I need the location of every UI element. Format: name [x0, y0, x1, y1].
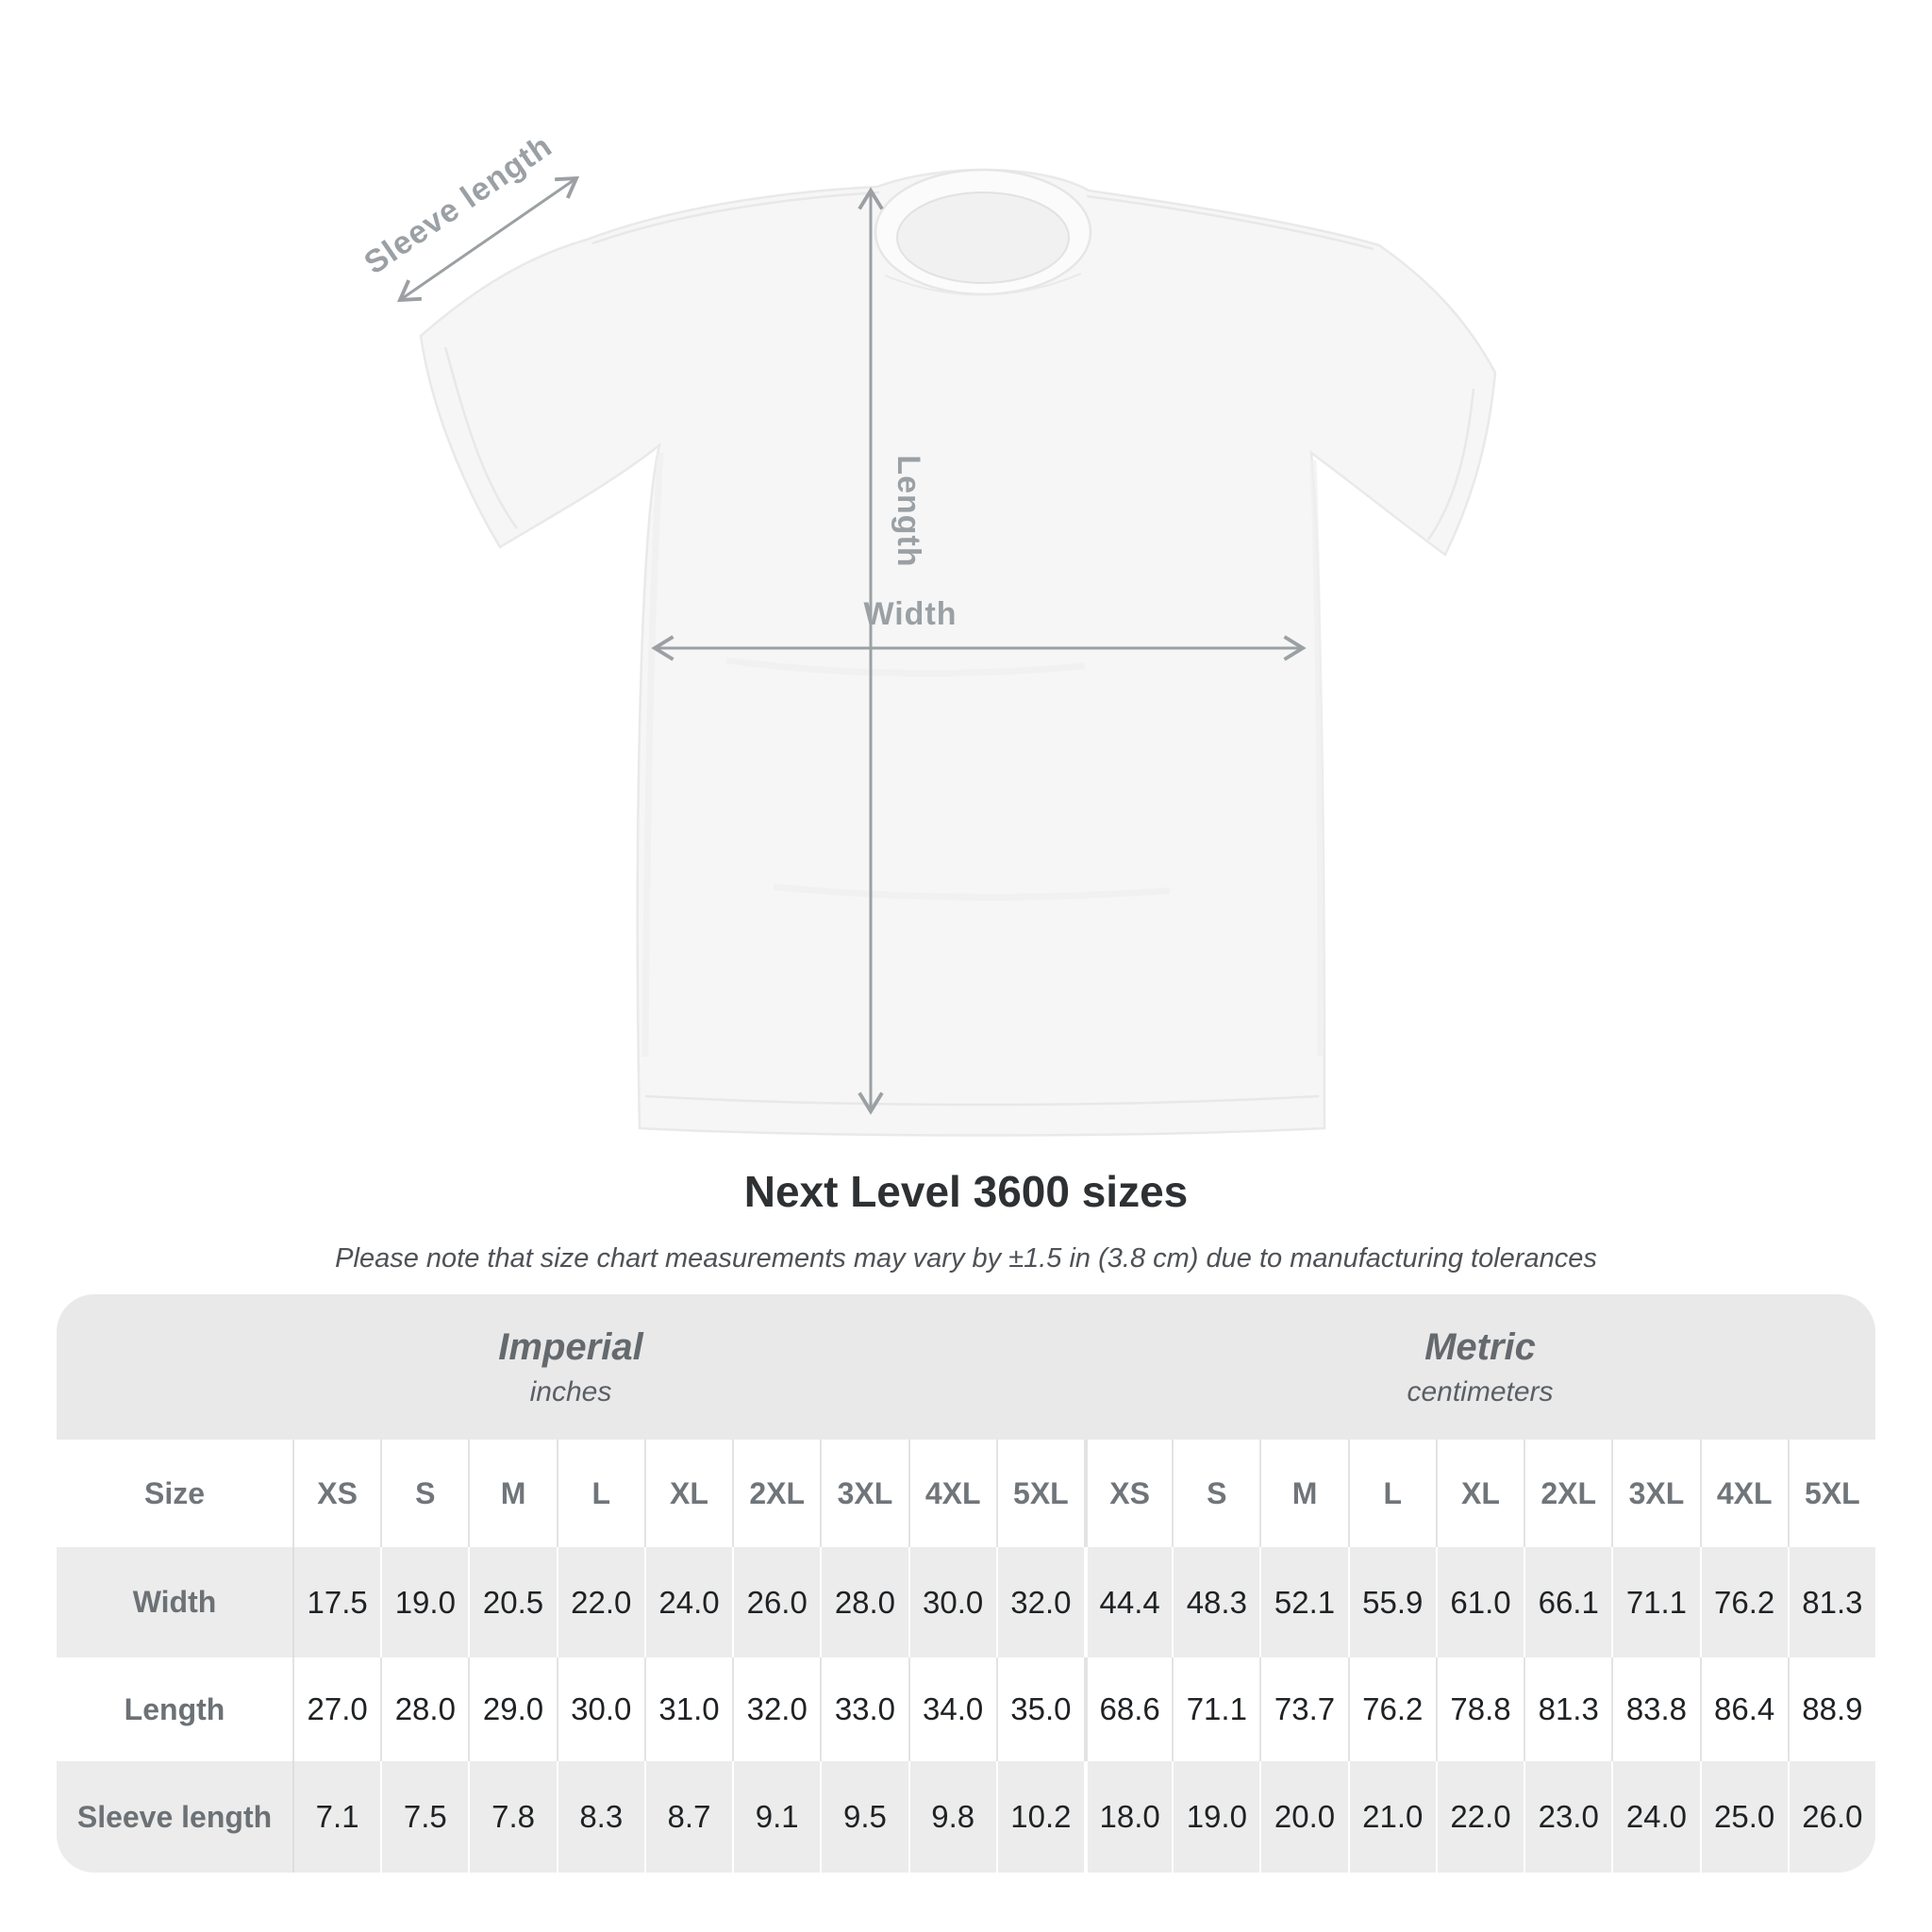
hdr-imperial-xs: XS	[292, 1440, 380, 1547]
width-cm-xs: 44.4	[1084, 1547, 1172, 1657]
width-in-xs: 17.5	[292, 1547, 380, 1657]
width-cm-xl: 61.0	[1436, 1547, 1524, 1657]
length-row	[57, 1657, 1875, 1761]
sleeve-cm-3xl: 24.0	[1611, 1761, 1699, 1873]
length-cm-3xl: 83.8	[1611, 1657, 1699, 1761]
hdr-metric-xl: XL	[1436, 1440, 1524, 1547]
hdr-metric-2xl: 2XL	[1524, 1440, 1611, 1547]
hdr-imperial-m: M	[468, 1440, 556, 1547]
length-cm-xl: 78.8	[1436, 1657, 1524, 1761]
hdr-metric-s: S	[1172, 1440, 1259, 1547]
length-label: Length	[891, 455, 926, 568]
length-in-m: 29.0	[468, 1657, 556, 1761]
sleeve-in-xs: 7.1	[292, 1761, 380, 1873]
row-label-sleeve-length: Sleeve length	[76, 1799, 273, 1834]
imperial-header	[57, 1294, 1085, 1440]
size-table	[57, 1294, 1875, 1873]
hdr-imperial-s: S	[380, 1440, 468, 1547]
width-cm-3xl: 71.1	[1611, 1547, 1699, 1657]
width-in-l: 22.0	[557, 1547, 644, 1657]
length-in-s: 28.0	[380, 1657, 468, 1761]
hdr-imperial-4xl: 4XL	[908, 1440, 996, 1547]
tolerance-note: Please note that size chart measurements may vary by ±1.5 in (3.8 cm) due to manufacturing tolerances	[335, 1243, 1597, 1274]
sleeve-in-3xl: 9.5	[820, 1761, 908, 1873]
sleeve-in-m: 7.8	[468, 1761, 556, 1873]
hdr-metric-xs: XS	[1084, 1440, 1172, 1547]
width-in-4xl: 30.0	[908, 1547, 996, 1657]
sleeve-cm-4xl: 25.0	[1700, 1761, 1788, 1873]
length-cm-s: 71.1	[1172, 1657, 1259, 1761]
length-cm-l: 76.2	[1348, 1657, 1436, 1761]
sleeve-length-label: Sleeve length	[358, 127, 559, 282]
width-in-s: 19.0	[380, 1547, 468, 1657]
length-in-l: 30.0	[557, 1657, 644, 1761]
width-cm-2xl: 66.1	[1524, 1547, 1611, 1657]
length-in-xl: 31.0	[644, 1657, 732, 1761]
hdr-metric-l: L	[1348, 1440, 1436, 1547]
metric-label: Metric	[1424, 1325, 1536, 1368]
hdr-imperial-3xl: 3XL	[820, 1440, 908, 1547]
size-column-header: Size	[143, 1475, 206, 1510]
length-cm-5xl: 88.9	[1788, 1657, 1875, 1761]
hdr-metric-m: M	[1259, 1440, 1347, 1547]
width-cm-m: 52.1	[1259, 1547, 1347, 1657]
imperial-sublabel: inches	[529, 1375, 612, 1407]
width-cm-l: 55.9	[1348, 1547, 1436, 1657]
row-label-length: Length	[124, 1691, 225, 1726]
page-title: Next Level 3600 sizes	[743, 1167, 1189, 1216]
hdr-imperial-l: L	[557, 1440, 644, 1547]
sleeve-cm-xs: 18.0	[1084, 1761, 1172, 1873]
sleeve-cm-xl: 22.0	[1436, 1761, 1524, 1873]
length-cm-m: 73.7	[1259, 1657, 1347, 1761]
length-in-xs: 27.0	[292, 1657, 380, 1761]
sleeve-in-2xl: 9.1	[732, 1761, 820, 1873]
length-cm-4xl: 86.4	[1700, 1657, 1788, 1761]
metric-sublabel: centimeters	[1407, 1375, 1554, 1407]
hdr-metric-5xl: 5XL	[1788, 1440, 1875, 1547]
length-in-3xl: 33.0	[820, 1657, 908, 1761]
width-in-xl: 24.0	[644, 1547, 732, 1657]
sleeve-cm-s: 19.0	[1172, 1761, 1259, 1873]
sleeve-cm-l: 21.0	[1348, 1761, 1436, 1873]
width-in-2xl: 26.0	[732, 1547, 820, 1657]
width-in-m: 20.5	[468, 1547, 556, 1657]
hdr-metric-4xl: 4XL	[1700, 1440, 1788, 1547]
collar	[875, 170, 1091, 295]
sleeve-length-row	[57, 1761, 1875, 1873]
sleeve-in-s: 7.5	[380, 1761, 468, 1873]
hdr-imperial-2xl: 2XL	[732, 1440, 820, 1547]
hdr-imperial-5xl: 5XL	[996, 1440, 1084, 1547]
sleeve-in-xl: 8.7	[644, 1761, 732, 1873]
width-cm-s: 48.3	[1172, 1547, 1259, 1657]
size-header-row	[57, 1440, 1875, 1547]
length-in-5xl: 35.0	[996, 1657, 1084, 1761]
width-cm-4xl: 76.2	[1700, 1547, 1788, 1657]
sleeve-cm-m: 20.0	[1259, 1761, 1347, 1873]
sleeve-cm-2xl: 23.0	[1524, 1761, 1611, 1873]
length-in-4xl: 34.0	[908, 1657, 996, 1761]
sleeve-cm-5xl: 26.0	[1788, 1761, 1875, 1873]
width-row	[57, 1547, 1875, 1657]
length-in-2xl: 32.0	[732, 1657, 820, 1761]
metric-header	[1085, 1294, 1875, 1440]
hdr-imperial-xl: XL	[644, 1440, 732, 1547]
unit-band-row	[57, 1294, 1875, 1440]
length-cm-2xl: 81.3	[1524, 1657, 1611, 1761]
tshirt-silhouette	[421, 170, 1495, 1136]
width-in-5xl: 32.0	[996, 1547, 1084, 1657]
width-in-3xl: 28.0	[820, 1547, 908, 1657]
imperial-label: Imperial	[498, 1325, 643, 1368]
sleeve-in-l: 8.3	[557, 1761, 644, 1873]
length-cm-xs: 68.6	[1084, 1657, 1172, 1761]
width-cm-5xl: 81.3	[1788, 1547, 1875, 1657]
width-label: Width	[863, 596, 958, 632]
row-label-width: Width	[132, 1585, 217, 1619]
sleeve-in-5xl: 10.2	[996, 1761, 1084, 1873]
sleeve-in-4xl: 9.8	[908, 1761, 996, 1873]
hdr-metric-3xl: 3XL	[1611, 1440, 1699, 1547]
